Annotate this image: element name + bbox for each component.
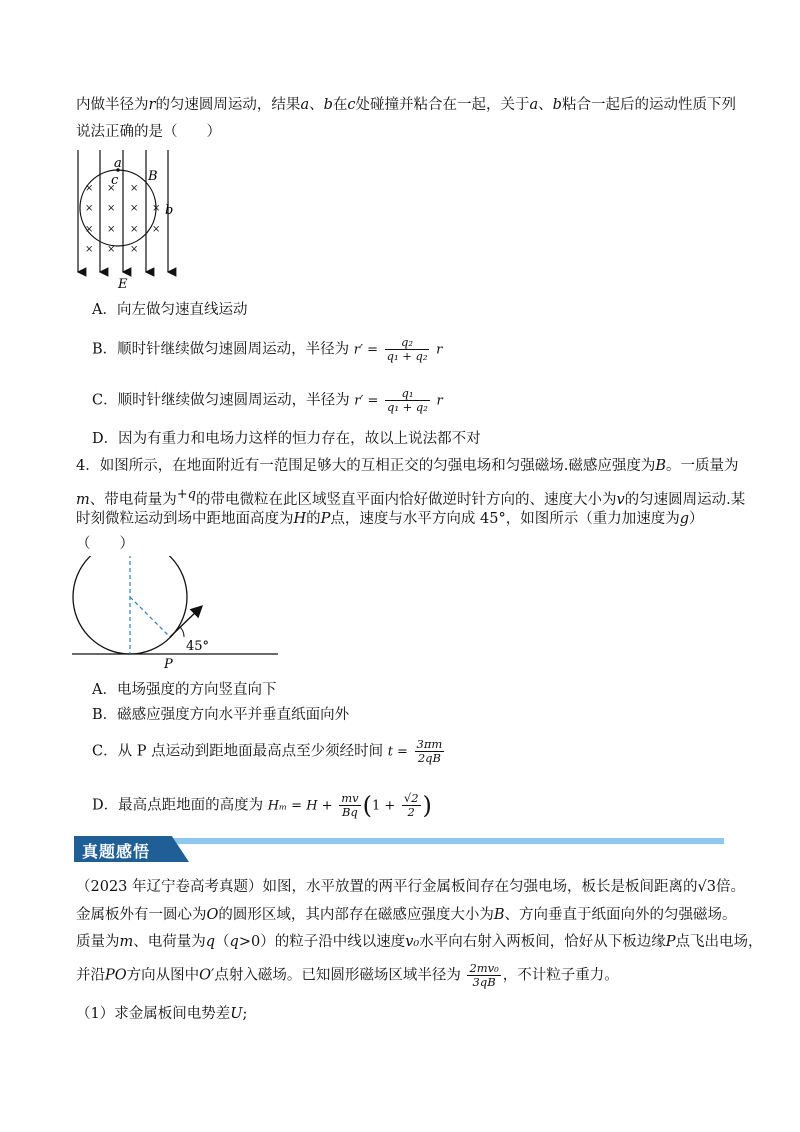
q3-option-d: D．因为有重力和电场力这样的恒力存在，故以上说法都不对 (92, 431, 481, 447)
real-line1: （2023 年辽宁卷高考真题）如图，水平放置的两平行金属板间存在匀强电场，板长是板间距离的√3倍。 (76, 879, 745, 895)
label-b: b (165, 203, 174, 218)
q4-stem-line2: m、带电荷量为$^{+q}$的带电微粒在此区域竖直平面内恰好做逆时针方向的、速度大小为v的匀速圆周运动.某 (76, 487, 746, 508)
real-line2: 金属板外有一圆心为O的圆形区域，其内部存在磁感应强度大小为B、方向垂直于纸面向外的匀强磁场。 (76, 907, 737, 923)
label-B: B (148, 169, 158, 184)
angle-arc (180, 627, 184, 637)
svg-text:×: × (130, 183, 139, 194)
q4-option-a: A．电场强度的方向竖直向下 (92, 682, 277, 698)
q4-stem-line3: 时刻微粒运动到场中距地面高度为H的P点，速度与水平方向成 45°，如图所示（重力加速度为g） (76, 511, 704, 527)
svg-text:×: × (152, 224, 161, 235)
label-E: E (118, 277, 128, 290)
real-line3: 质量为m、电荷量为q（q>0）的粒子沿中线以速度v₀水平向右射入两板间，恰好从下板边缘P点飞出电场， (76, 934, 763, 950)
section-header-title: 真题感悟 (82, 842, 151, 861)
q4-stem-line1: 4．如图所示，在地面附近有一范围足够大的互相正交的匀强电场和匀强磁场.磁感应强度为B。一质量为 (76, 458, 739, 474)
q4-option-c: C．从 P 点运动到距地面最高点至少须经时间 t = $\frac{3\pi m}{2qB}$ (92, 737, 443, 765)
q3-option-a: A．向左做匀速直线运动 (92, 302, 248, 318)
q4-stem-line4: （ ） (76, 536, 134, 552)
svg-text:×: × (130, 244, 139, 255)
real-subquestion-1: （1）求金属板间电势差U; (76, 1006, 248, 1022)
q4-option-b: B．磁感应强度方向水平并垂直纸面向外 (92, 707, 350, 723)
q4-c-fraction: $\frac{3\pi m}{2qB}$ (416, 737, 443, 765)
q4-figure (72, 556, 282, 672)
label-P: P (164, 657, 173, 672)
q4-d-fraction: $\frac{mv}{Bq}$ (341, 791, 359, 819)
svg-text:×: × (130, 224, 139, 235)
svg-text:×: × (107, 183, 116, 194)
svg-text:×: × (152, 203, 161, 214)
svg-text:×: × (107, 224, 116, 235)
real-radius-fraction: $\frac{\text{2mv₀}}{3qB}$ (469, 961, 499, 989)
svg-text:×: × (107, 203, 116, 214)
svg-text:×: × (130, 203, 139, 214)
label-45-degree: 45° (186, 639, 210, 654)
q4-option-d: D．最高点距地面的高度为 Hₘ = H + $\frac{mv}{Bq}$ (1 + $\frac{√2}{2}$ ) (92, 791, 432, 820)
section-header (74, 836, 724, 862)
real-line4: 并沿PO方向从图中O′点射入磁场。已知圆形磁场区域半径为 $\frac{\text{2mv₀}}{3qB}$ ，不计粒子重力。 (76, 961, 619, 989)
q3-c-fraction: $\frac{\text{q₁}}{\text{q₁ + q₂}}$ (387, 386, 428, 414)
q3-stem-line2: 说法正确的是（ ） (76, 124, 221, 140)
q3-stem-line1: 内做半径为r的匀速圆周运动，结果a、b在c处碰撞并粘合在一起，关于a、b粘合一起后的运动性质下列 (76, 97, 736, 113)
label-c: c (111, 173, 119, 188)
svg-text:×: × (85, 183, 94, 194)
label-a: a (114, 156, 122, 171)
svg-text:×: × (107, 244, 116, 255)
q3-option-b: B．顺时针继续做匀速圆周运动，半径为 r′ = $\frac{\text{q₂}}{\text{q₁ + q₂}}$ r (92, 335, 443, 363)
radius-to-p-dashed (130, 597, 170, 637)
q3-b-fraction: $\frac{\text{q₂}}{\text{q₁ + q₂}}$ (386, 335, 428, 363)
q3-figure (70, 148, 190, 290)
q4-d-sqrt-fraction: $\frac{√2}{2}$ (403, 791, 419, 819)
svg-text:×: × (85, 203, 94, 214)
svg-text:×: × (85, 224, 94, 235)
q3-option-c: C．顺时针继续做匀速圆周运动，半径为 r′ = $\frac{\text{q₁}}{\text{q₁ + q₂}}$ r (92, 386, 443, 414)
svg-text:×: × (85, 244, 94, 255)
